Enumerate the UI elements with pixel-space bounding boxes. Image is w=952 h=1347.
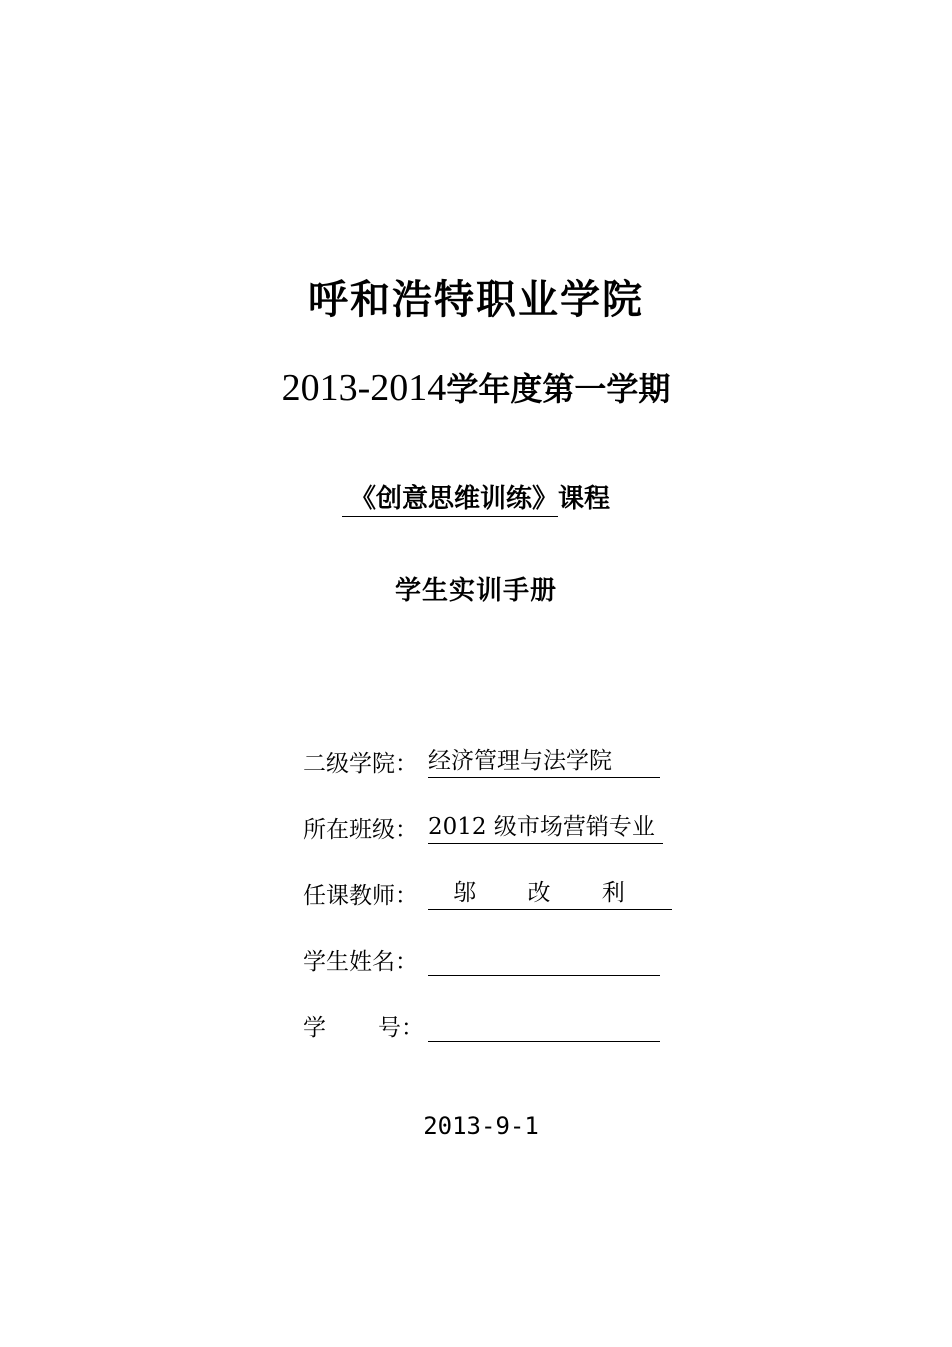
teacher-field [303,876,672,910]
document-date: 2013-9-1 [423,1112,539,1140]
student-name-label: 学生姓名： [303,949,418,975]
student-id-field [303,1008,660,1042]
course-title [0,478,952,517]
semester-title [0,364,952,410]
student-name-field [303,942,660,976]
student-id-value [428,1011,660,1042]
student-id-label-part2: 号： [378,1015,424,1041]
student-id-label-part1: 学 [303,1015,326,1041]
teacher-label: 任课教师： [303,883,418,909]
student-id-label [303,1009,428,1042]
class-field [303,810,663,844]
teacher-value: 邬 改 利 [428,879,672,910]
manual-title: 学生实训手册 [394,576,557,606]
school-name: 呼和浩特职业学院 [308,277,644,323]
semester-term: 学年度第一学期 [446,370,671,408]
course-suffix: 课程 [558,484,611,514]
class-label: 所在班级： [303,817,418,843]
student-name-value [428,945,660,976]
college-value: 经济管理与法学院 [428,747,660,778]
semester-year: 2013-2014 [281,367,447,409]
course-name: 《创意思维训练》 [342,484,558,517]
college-field [303,744,660,778]
college-label: 二级学院： [303,751,418,777]
class-value: 2012 级市场营销专业 [428,813,663,844]
